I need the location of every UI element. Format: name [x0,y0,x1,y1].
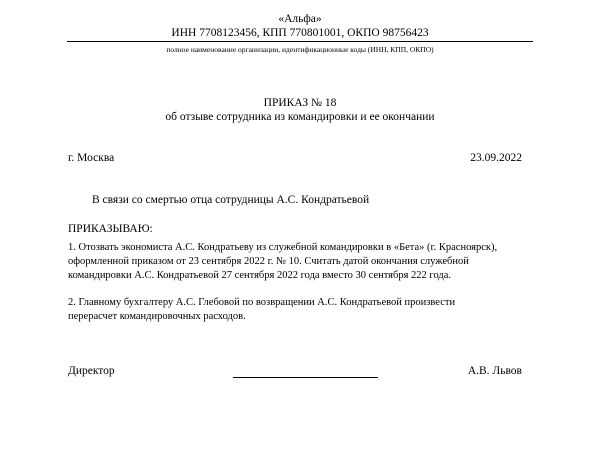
order-item-1-line-3: командировки А.С. Кондратьевой 27 сентября 2022 года вместо 30 сентября 222 года. [68,270,452,281]
order-date: 23.09.2022 [470,152,522,164]
order-title: ПРИКАЗ № 18 [263,97,337,109]
organization-codes: ИНН 7708123456, КПП 770801001, ОКПО 98756423 [171,27,429,39]
order-subject: об отзыве сотрудника из командировки и ее окончании [165,111,435,123]
order-command-word: ПРИКАЗЫВАЮ: [68,223,153,235]
signatory-position: Директор [68,365,115,377]
order-item-2-line-1: 2. Главному бухгалтеру А.С. Глебовой по возвращении А.С. Кондратьевой произвести [68,297,456,308]
order-item-1-line-1: 1. Отозвать экономиста А.С. Кондратьеву из служебной командировки в «Бета» (г. Красноярск), [68,242,498,253]
order-city: г. Москва [68,152,115,164]
header-rule [67,41,533,42]
order-reason: В связи со смертью отца сотрудницы А.С. Кондратьевой [92,194,370,206]
organization-name: «Альфа» [278,13,322,25]
signature-line [233,377,378,378]
order-item-2-line-2: перерасчет командировочных расходов. [68,311,246,322]
order-item-1-line-2: оформленной приказом от 23 сентября 2022 г. № 10. Считать датой окончания служебной [68,256,469,267]
signatory-name: А.В. Львов [467,365,522,377]
header-caption: полное наименование организации, идентификационные коды (ИНН, КПП, ОКПО) [166,45,434,54]
